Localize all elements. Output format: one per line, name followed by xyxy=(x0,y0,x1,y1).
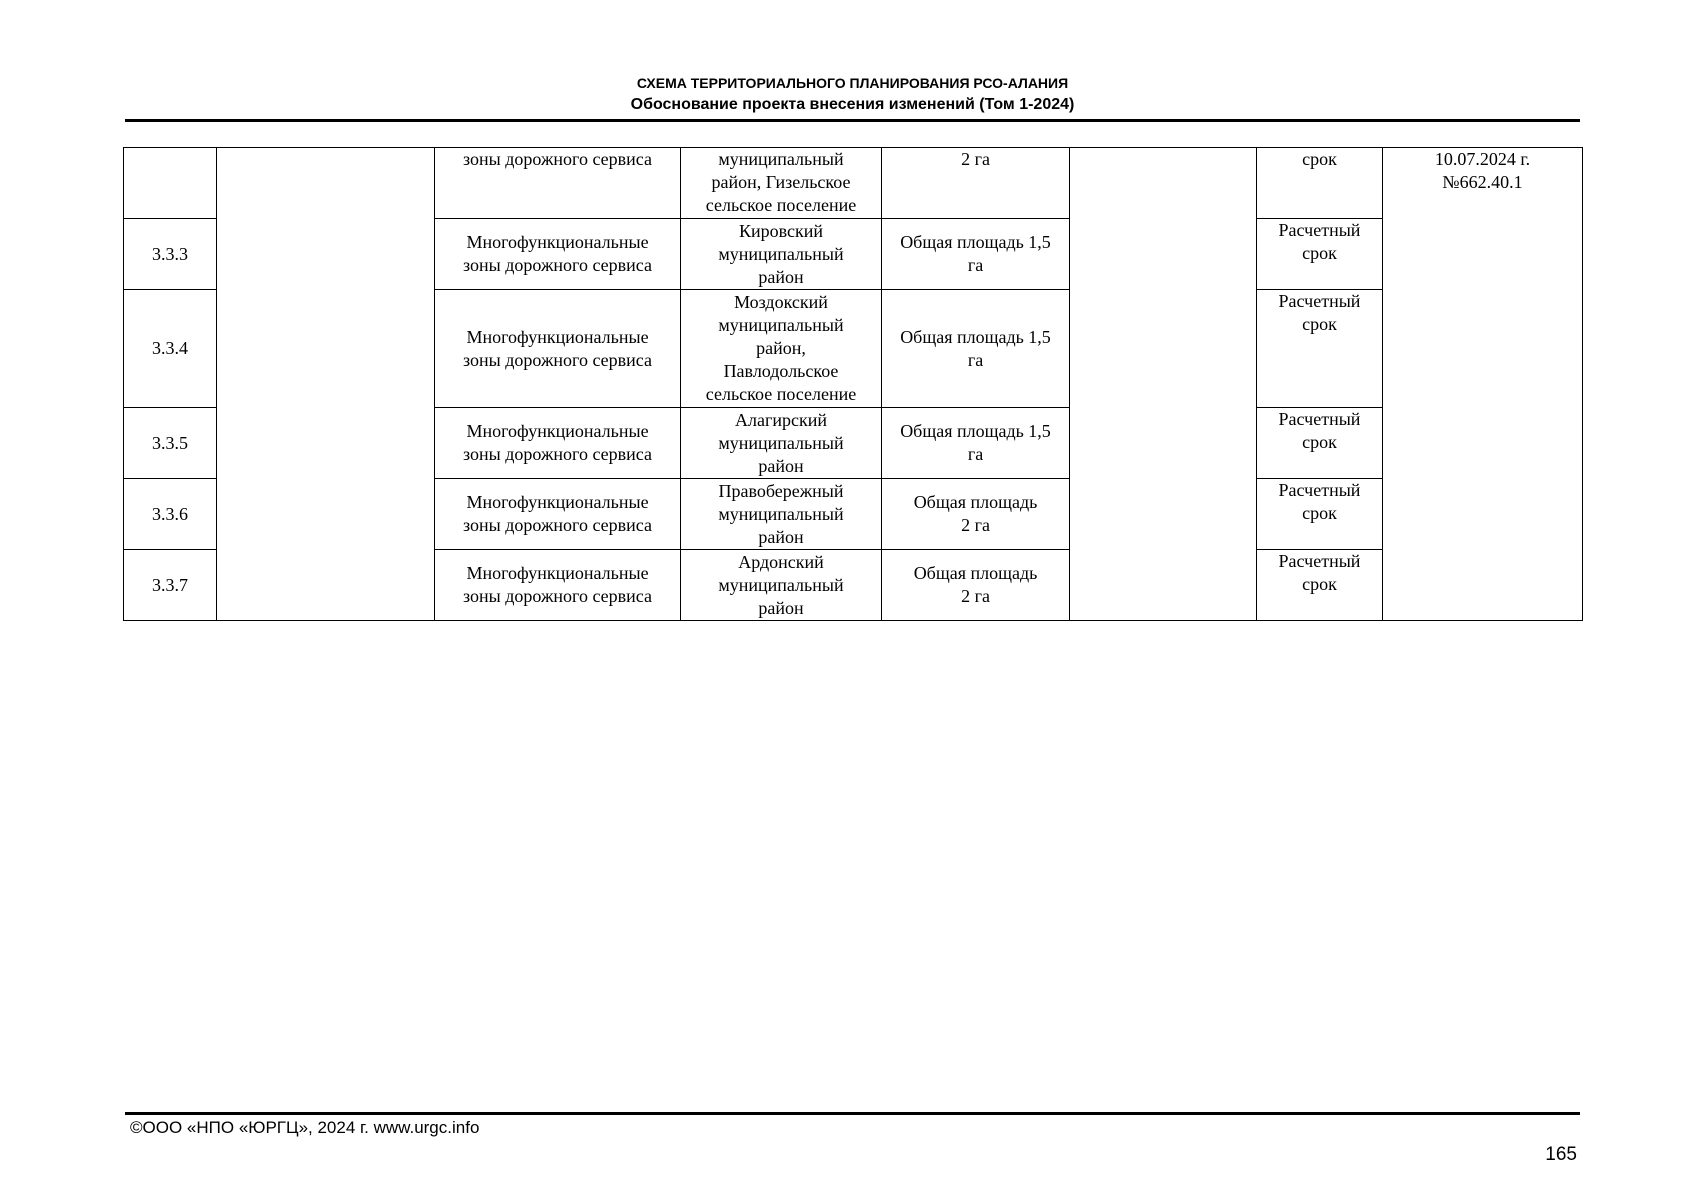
cell-area: Общая площадь 1,5 га xyxy=(882,408,1070,479)
footer-divider xyxy=(125,1112,1580,1115)
cell-term: Расчетный срок xyxy=(1257,550,1383,621)
cell-area: 2 га xyxy=(882,148,1070,219)
cell-term: Расчетный срок xyxy=(1257,290,1383,408)
cell-number: 3.3.7 xyxy=(124,550,217,621)
cell-area: Общая площадь 2 га xyxy=(882,479,1070,550)
page-number: 165 xyxy=(1545,1144,1577,1165)
cell-term: Расчетный срок xyxy=(1257,219,1383,290)
cell-object-name: Многофункциональные зоны дорожного сервиса xyxy=(435,290,681,408)
cell-object-name: Многофункциональные зоны дорожного сервиса xyxy=(435,408,681,479)
cell-object-name: Многофункциональные зоны дорожного сервиса xyxy=(435,550,681,621)
cell-object-name: зоны дорожного сервиса xyxy=(435,148,681,219)
objects-table xyxy=(123,147,1583,621)
cell-zone-merged xyxy=(1070,148,1257,621)
cell-location: Моздокский муниципальный район, Павлодольское сельское поселение xyxy=(681,290,882,408)
cell-area: Общая площадь 1,5 га xyxy=(882,219,1070,290)
cell-location: Правобережный муниципальный район xyxy=(681,479,882,550)
cell-number: 3.3.4 xyxy=(124,290,217,408)
cell-term: Расчетный срок xyxy=(1257,479,1383,550)
cell-location: Ардонский муниципальный район xyxy=(681,550,882,621)
table-row xyxy=(124,148,1583,219)
cell-location: муниципальный район, Гизельское сельское поселение xyxy=(681,148,882,219)
cell-object-name: Многофункциональные зоны дорожного сервиса xyxy=(435,479,681,550)
cell-term: срок xyxy=(1257,148,1383,219)
cell-number: 3.3.6 xyxy=(124,479,217,550)
cell-number: 3.3.5 xyxy=(124,408,217,479)
cell-term: Расчетный срок xyxy=(1257,408,1383,479)
cell-area: Общая площадь 1,5 га xyxy=(882,290,1070,408)
cell-object-name: Многофункциональные зоны дорожного сервиса xyxy=(435,219,681,290)
cell-document: 10.07.2024 г. №662.40.1 xyxy=(1383,148,1583,621)
cell-area: Общая площадь 2 га xyxy=(882,550,1070,621)
cell-location: Алагирский муниципальный район xyxy=(681,408,882,479)
document-subtitle: Обоснование проекта внесения изменений (Том 1-2024) xyxy=(630,96,1075,113)
cell-number: 3.3.3 xyxy=(124,219,217,290)
document-title: СХЕМА ТЕРРИТОРИАЛЬНОГО ПЛАНИРОВАНИЯ РСО-АЛАНИЯ xyxy=(636,75,1069,91)
footer-copyright: ©ООО «НПО «ЮРГЦ», 2024 г. www.urgc.info xyxy=(130,1118,480,1137)
cell-number xyxy=(124,148,217,219)
cell-purpose-merged xyxy=(217,148,435,621)
cell-location: Кировский муниципальный район xyxy=(681,219,882,290)
page-header xyxy=(125,72,1580,116)
header-divider xyxy=(125,119,1580,122)
